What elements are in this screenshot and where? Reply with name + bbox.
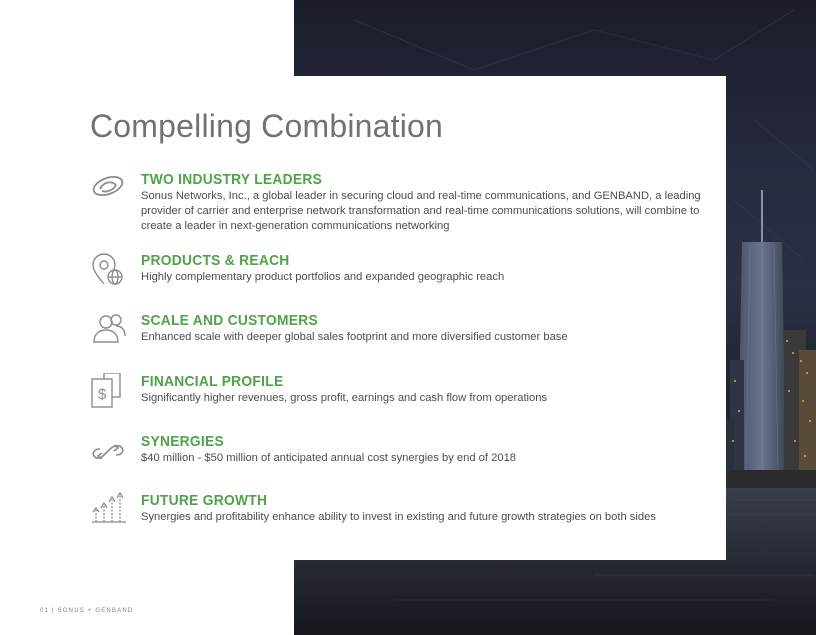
location-globe-icon: [90, 252, 130, 292]
item-description: Enhanced scale with deeper global sales footprint and more diversified customer base: [141, 331, 568, 343]
item-description: Highly complementary product portfolios and expanded geographic reach: [141, 271, 505, 283]
synergy-arrows-icon: [90, 433, 130, 473]
item-description: Sonus Networks, Inc., a global leader in securing cloud and real-time communications, and GENBAND, a leading provider of carrier and enterprise network transformation and real-time communications solutions, will combine to create a leader in next-generation communications networking: [141, 190, 701, 232]
dollar-document-icon: [90, 373, 130, 413]
item-heading: FUTURE GROWTH: [141, 492, 268, 509]
item-heading: PRODUCTS & REACH: [141, 252, 290, 269]
item-heading: FINANCIAL PROFILE: [141, 373, 284, 390]
sonus-logo-icon: [90, 171, 130, 211]
item-heading: TWO INDUSTRY LEADERS: [141, 171, 323, 188]
users-icon: [90, 312, 130, 352]
page-number: 01: [40, 608, 50, 614]
footer-brand: SONUS + GENBAND: [57, 608, 134, 614]
footer: [40, 608, 133, 614]
item-description: $40 million - $50 million of anticipated annual cost synergies by end of 2018: [141, 452, 517, 464]
item-description: Synergies and profitability enhance ability to invest in existing and future growth strategies on both sides: [141, 511, 656, 523]
item-heading: SCALE AND CUSTOMERS: [141, 312, 318, 329]
footer-separator: |: [51, 608, 55, 614]
item-heading: SYNERGIES: [141, 433, 225, 450]
growth-chart-icon: [90, 492, 130, 532]
svg-text:$: $: [98, 386, 107, 403]
item-description: Significantly higher revenues, gross profit, earnings and cash flow from operations: [141, 392, 548, 404]
page-title: Compelling Combination: [90, 108, 444, 144]
